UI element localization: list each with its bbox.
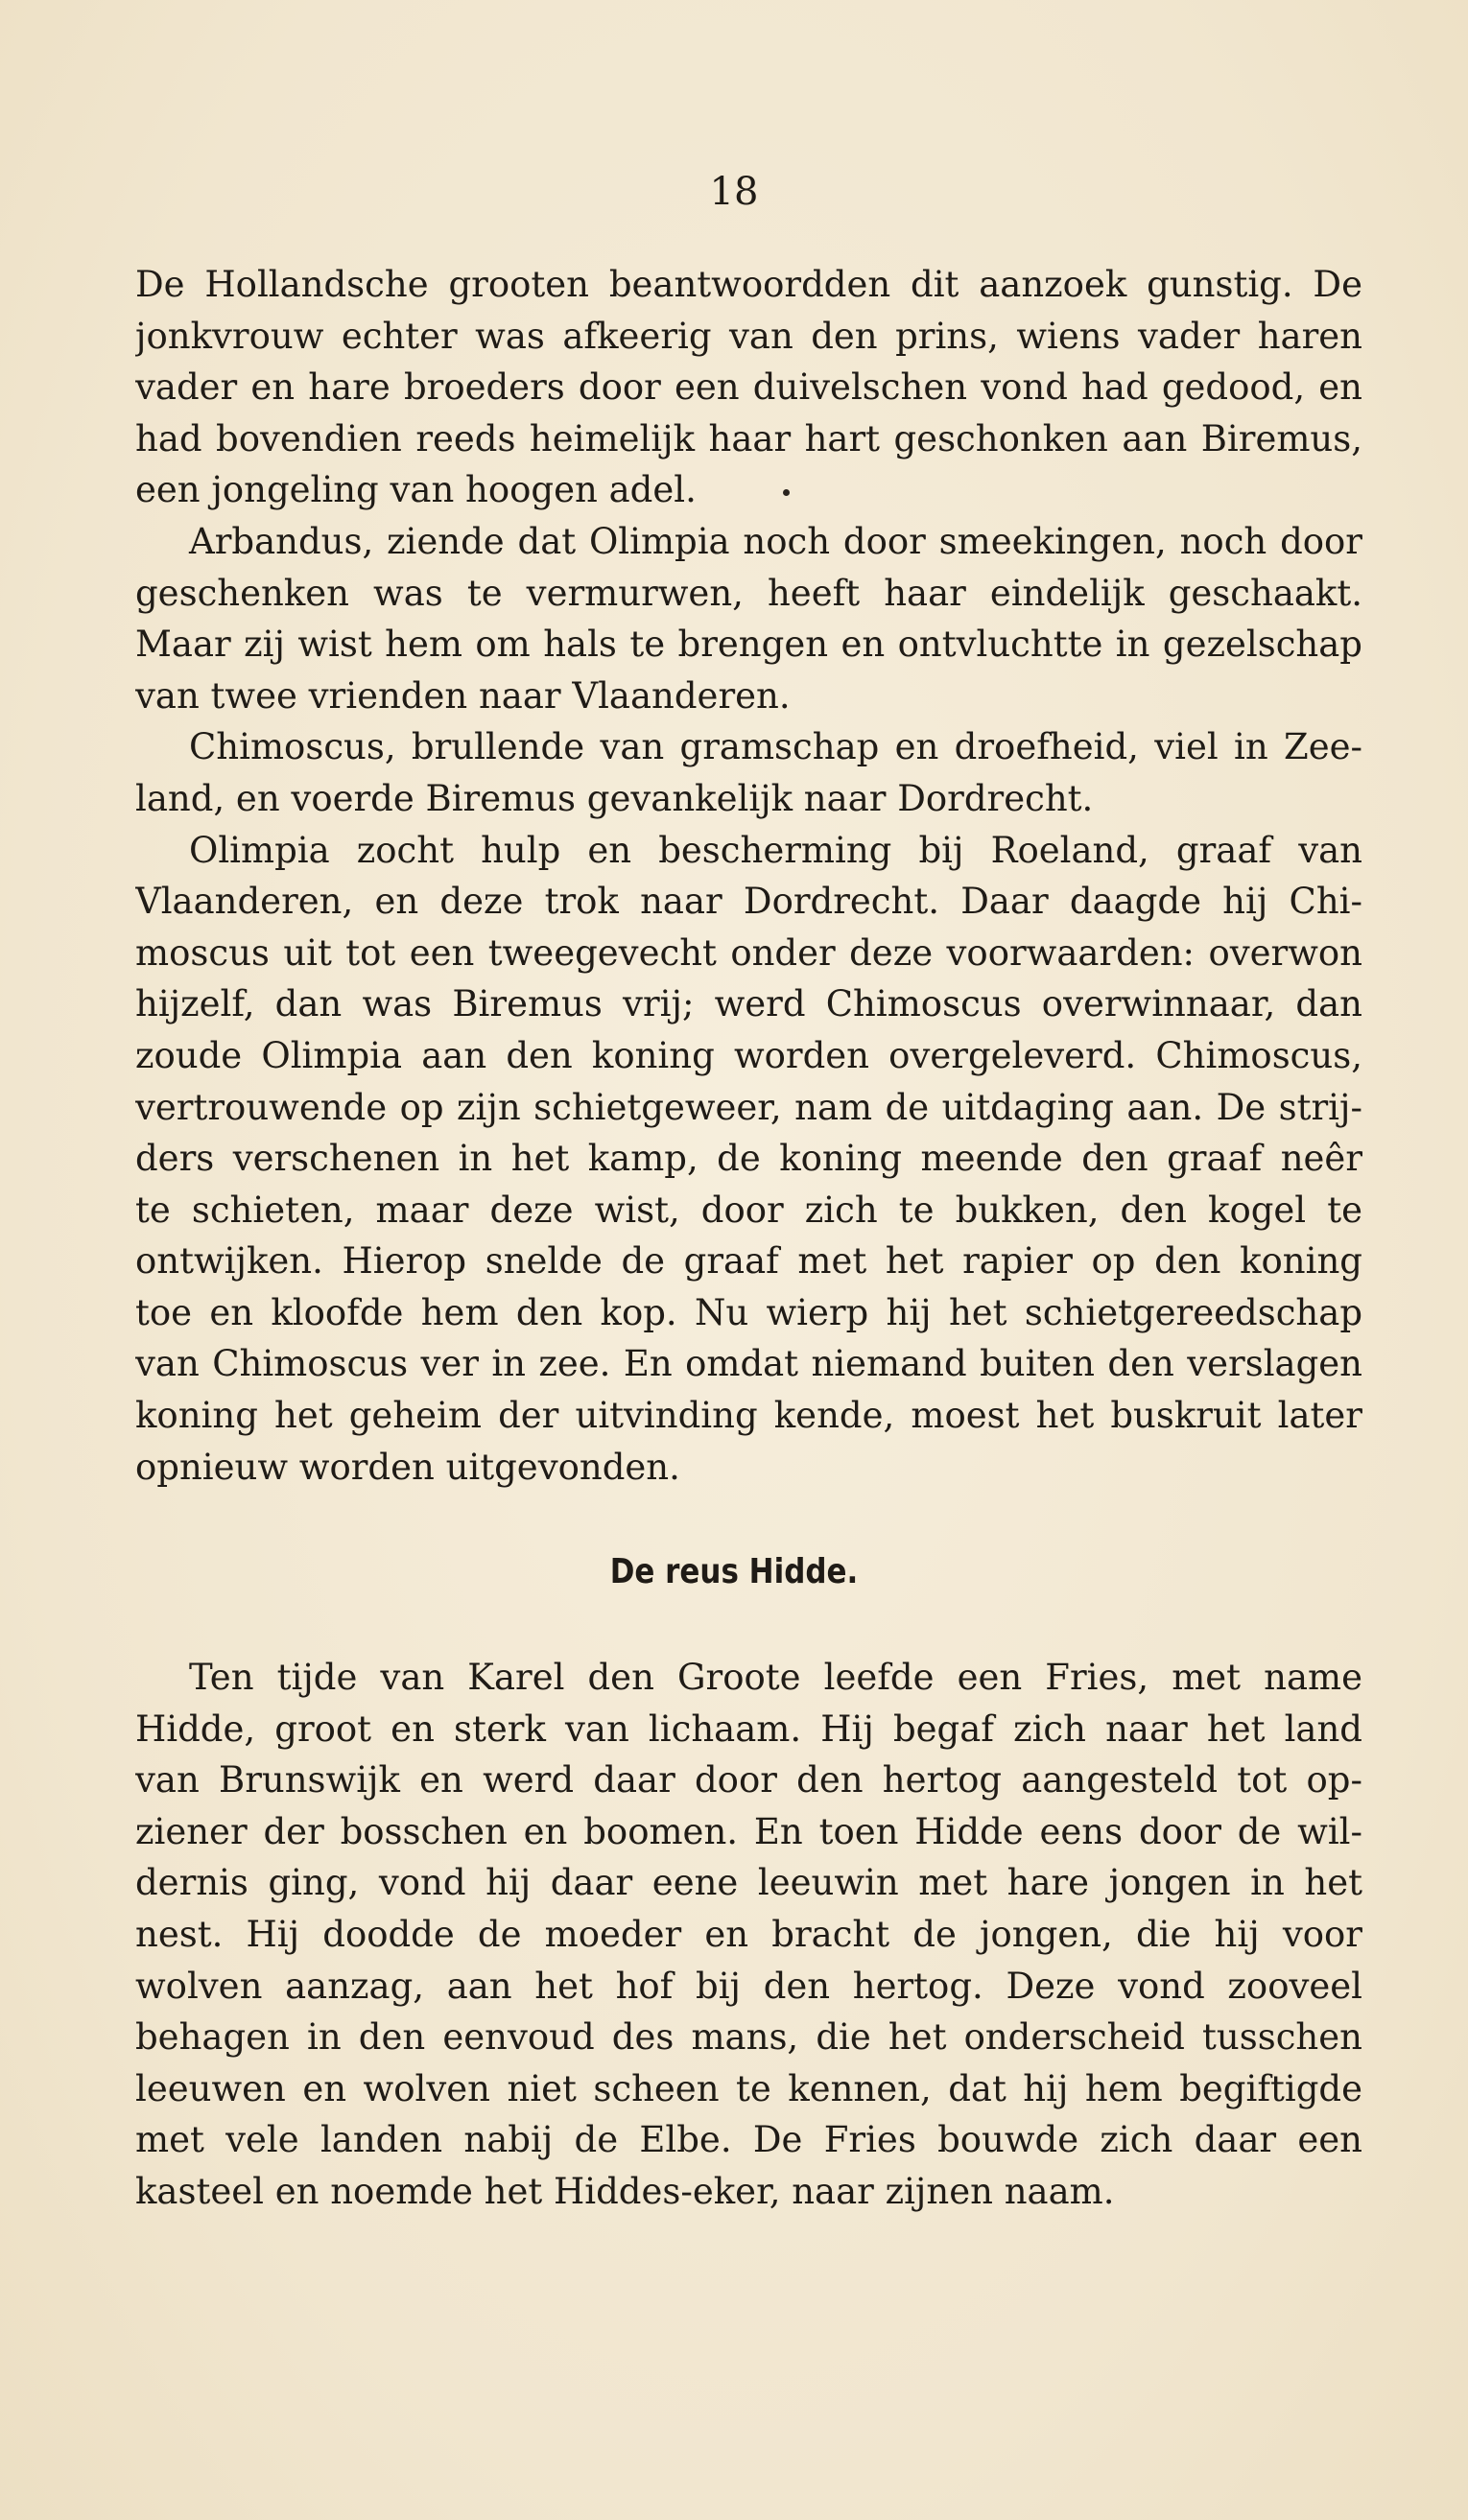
text-line: ziener der bosschen en boomen. En toen Hidde eens door de wil- bbox=[135, 1810, 1362, 1852]
paragraph-end-line bbox=[135, 464, 1362, 516]
section-heading: De reus Hidde. bbox=[609, 1552, 859, 1591]
text-line: koning het geheim der uitvinding kende, moest het buskruit later bbox=[135, 1395, 1362, 1437]
text-line: vader en hare broeders door een duivelschen vond had gedood, en bbox=[135, 366, 1362, 409]
ink-dot-mark bbox=[783, 489, 790, 496]
text-line: van Chimoscus ver in zee. En omdat niemand buiten den verslagen bbox=[135, 1343, 1362, 1385]
text-line: dernis ging, vond hij daar eene leeuwin met hare jongen in het bbox=[135, 1862, 1362, 1904]
page-number: 18 bbox=[709, 170, 759, 214]
paragraph-end-line: kasteel en noemde het Hiddes-eker, naar zijnen naam. bbox=[135, 2170, 1115, 2212]
paragraph-start-line: Olimpia zocht hulp en bescherming bij Roeland, graaf van bbox=[189, 829, 1362, 871]
text-line: De Hollandsche grooten beantwoordden dit aanzoek gunstig. De bbox=[135, 264, 1362, 305]
paragraph-start-line: Arbandus, ziende dat Olimpia noch door smeekingen, noch door bbox=[189, 520, 1362, 562]
paragraph-end-line: opnieuw worden uitgevonden. bbox=[135, 1446, 680, 1488]
text-line: hijzelf, dan was Biremus vrij; werd Chimoscus overwinnaar, dan bbox=[135, 983, 1362, 1025]
text-line: Maar zij wist hem om hals te brengen en ontvluchtte in gezelschap bbox=[135, 624, 1362, 666]
text-line: een jongeling van hoogen adel. bbox=[135, 469, 697, 511]
text-line: nest. Hij doodde de moeder en bracht de jongen, die hij voor bbox=[135, 1913, 1362, 1955]
text-line: Vlaanderen, en deze trok naar Dordrecht. Daar daagde hij Chi- bbox=[135, 881, 1362, 923]
text-line: behagen in den eenvoud des mans, die het onderscheid tusschen bbox=[135, 2016, 1362, 2059]
text-line: met vele landen nabij de Elbe. De Fries bouwde zich daar een bbox=[135, 2119, 1362, 2161]
paragraph-start-line: Ten tijde van Karel den Groote leefde een Fries, met name bbox=[189, 1657, 1362, 1698]
text-line: van Brunswijk en werd daar door den hertog aangesteld tot op- bbox=[135, 1759, 1362, 1802]
text-line: moscus uit tot een tweegevecht onder deze voorwaarden: overwon bbox=[135, 931, 1362, 974]
text-line: zoude Olimpia aan den koning worden overgeleverd. Chimoscus, bbox=[135, 1034, 1362, 1076]
text-line: te schieten, maar deze wist, door zich te bukken, den kogel te bbox=[135, 1189, 1362, 1231]
text-line: wolven aanzag, aan het hof bij den hertog. Deze vond zooveel bbox=[135, 1965, 1362, 2007]
text-line: toe en kloofde hem den kop. Nu wierp hij het schietgereedschap bbox=[135, 1291, 1362, 1333]
text-line: had bovendien reeds heimelijk haar hart geschonken aan Biremus, bbox=[135, 417, 1362, 459]
paragraph-end-line: land, en voerde Biremus gevankelijk naar Dordrecht. bbox=[135, 777, 1094, 819]
text-line: ders verschenen in het kamp, de koning meende den graaf neêr bbox=[135, 1138, 1362, 1180]
section-one-text bbox=[135, 259, 1362, 1493]
text-line: leeuwen en wolven niet scheen te kennen, dat hij hem begiftigde bbox=[135, 2067, 1362, 2109]
text-line: Hidde, groot en sterk van lichaam. Hij begaf zich naar het land bbox=[135, 1707, 1362, 1750]
section-two-text bbox=[135, 1652, 1362, 2218]
text-line: jonkvrouw echter was afkeerig van den prins, wiens vader haren bbox=[135, 315, 1362, 357]
text-line: geschenken was te vermurwen, heeft haar eindelijk geschaakt. bbox=[135, 572, 1362, 614]
text-line: vertrouwende op zijn schietgeweer, nam de uitdaging aan. De strij- bbox=[135, 1086, 1362, 1128]
paragraph-end-line: van twee vrienden naar Vlaanderen. bbox=[135, 674, 791, 717]
paragraph-start-line: Chimoscus, brullende van gramschap en droefheid, viel in Zee- bbox=[189, 726, 1362, 768]
text-line: ontwijken. Hierop snelde de graaf met het rapier op den koning bbox=[135, 1240, 1362, 1283]
